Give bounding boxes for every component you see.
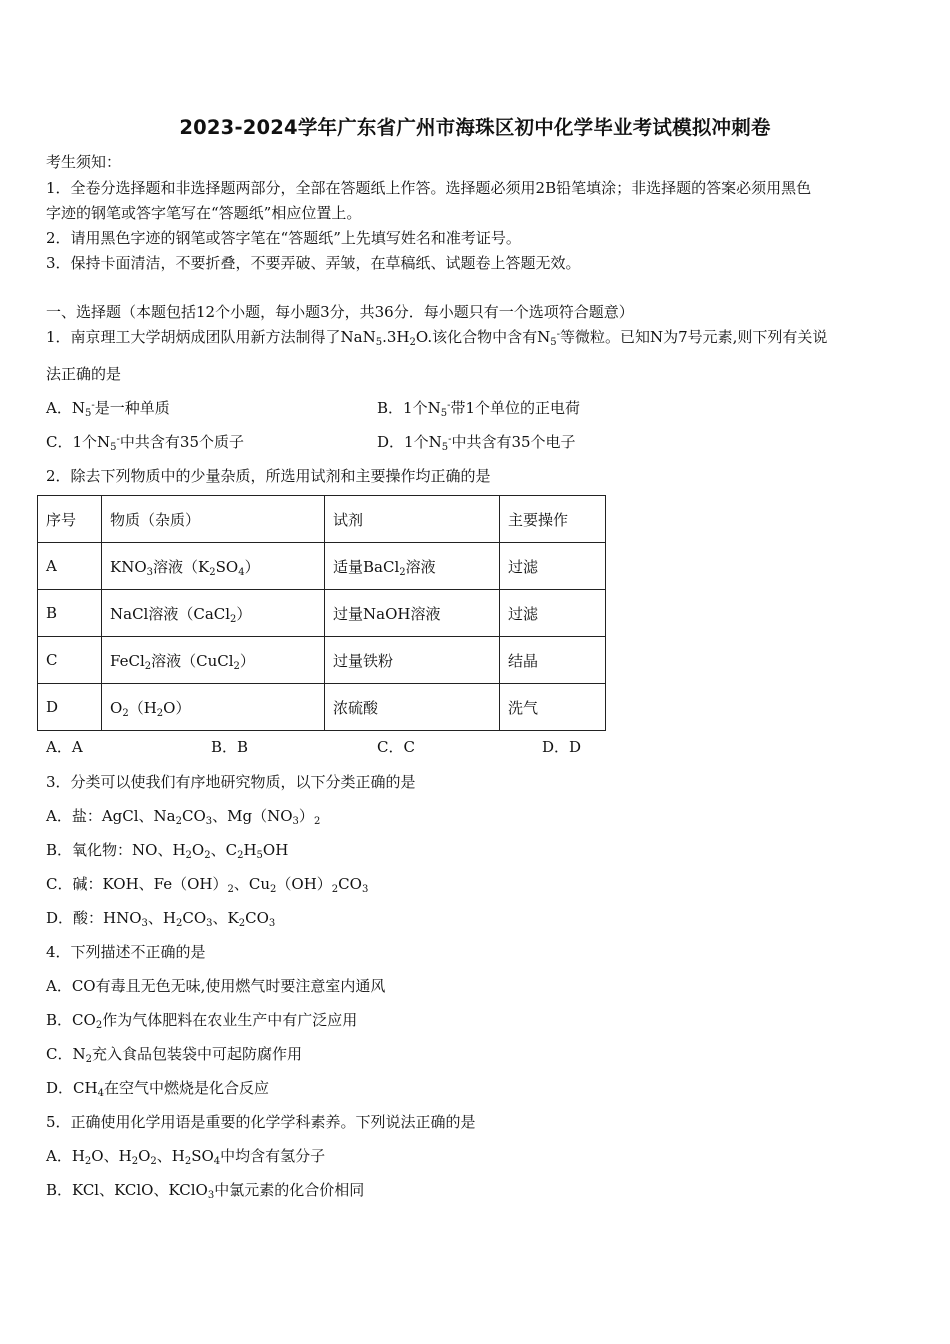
page-title: 2023-2024学年广东省广州市海珠区初中化学毕业考试模拟冲刺卷 (179, 116, 771, 139)
table-row (38, 543, 606, 590)
q2-option-d[interactable]: D．D (542, 738, 582, 756)
q1-option-b[interactable]: B．1个$N_5^-$带1个单位的正电荷 (377, 399, 581, 419)
q4-option-a[interactable]: A．CO有毒且无色无味,使用燃气时要注意室内通风 (46, 977, 386, 995)
notice-item-1: 1．全卷分选择题和非选择题两部分，全部在答题纸上作答。选择题必须用2B铅笔填涂；非选择题的答案必须用黑色 (46, 179, 812, 197)
row-id: D (38, 684, 102, 731)
notice-heading: 考生须知： (46, 153, 122, 171)
row-operation: 过滤 (500, 543, 606, 590)
section-heading: 一、选择题（本题包括12个小题，每小题3分，共36分．每小题只有一个选项符合题意） (46, 303, 634, 321)
q4-option-c[interactable]: C．$N_2$充入食品包装袋中可起防腐作用 (46, 1045, 302, 1065)
row-id: C (38, 637, 102, 684)
header-cell: 主要操作 (500, 496, 606, 543)
row-reagent: 过量NaOH溶液 (325, 590, 500, 637)
header-cell: 物质（杂质） (102, 496, 325, 543)
table-header-row (38, 496, 606, 543)
q1-option-a[interactable]: A．$N_5^-$是一种单质 (46, 399, 170, 419)
row-reagent: 过量铁粉 (325, 637, 500, 684)
table-row (38, 684, 606, 731)
notice-item-2: 2．请用黑色字迹的钢笔或答字笔在“答题纸”上先填写姓名和准考证号。 (46, 229, 521, 247)
q5-stem: 5．正确使用化学用语是重要的化学学科素养。下列说法正确的是 (46, 1113, 476, 1131)
row-operation: 结晶 (500, 637, 606, 684)
row-reagent: 适量BaCl$_2$溶液 (325, 543, 500, 590)
q3-option-d[interactable]: D．酸：$HNO_3$、$H_2CO_3$、$K_2CO_3$ (46, 909, 276, 929)
q2-option-a[interactable]: A．A (46, 738, 83, 756)
row-reagent: 浓硫酸 (325, 684, 500, 731)
header-cell: 试剂 (325, 496, 500, 543)
q5-option-a[interactable]: A．$H_2O$、$H_2O_2$、$H_2SO_4$中均含有氢分子 (46, 1147, 326, 1167)
notice-item-1-cont: 字迹的钢笔或答字笔写在“答题纸”相应位置上。 (46, 204, 362, 222)
q3-option-a[interactable]: A．盐：AgCl、$Na_2CO_3$、$Mg(NO_3)_2$ (46, 807, 321, 827)
q2-option-c[interactable]: C．C (377, 738, 415, 756)
q1-stem-cont: 法正确的是 (46, 365, 122, 383)
q4-stem: 4．下列描述不正确的是 (46, 943, 206, 961)
q4-option-d[interactable]: D．$CH_4$在空气中燃烧是化合反应 (46, 1079, 269, 1099)
row-id: A (38, 543, 102, 590)
row-substance: $KNO_3$溶液$(K_2SO_4)$ (102, 543, 325, 590)
row-id: B (38, 590, 102, 637)
q4-option-b[interactable]: B．$CO_2$作为气体肥料在农业生产中有广泛应用 (46, 1011, 358, 1031)
q3-stem: 3．分类可以使我们有序地研究物质，以下分类正确的是 (46, 773, 416, 791)
table-row (38, 590, 606, 637)
q2-table (37, 495, 606, 731)
q2-option-b[interactable]: B．B (211, 738, 249, 756)
q3-option-b[interactable]: B．氧化物：NO、$H_2O_2$、$C_2H_5OH$ (46, 841, 289, 861)
q1-option-d[interactable]: D．1个$N_5^-$中共含有35个电子 (377, 433, 576, 453)
row-operation: 洗气 (500, 684, 606, 731)
header-cell: 序号 (38, 496, 102, 543)
row-operation: 过滤 (500, 590, 606, 637)
q5-option-b[interactable]: B．KCl、KClO、KClO$_3$中氯元素的化合价相同 (46, 1181, 365, 1201)
row-substance: $O_2(H_2O)$ (102, 684, 325, 731)
q3-option-c[interactable]: C．碱：KOH、$Fe(OH)_2$、$Cu_2(OH)_2CO_3$ (46, 875, 369, 895)
row-substance: FeCl$_2$溶液（CuCl$_2$） (102, 637, 325, 684)
notice-item-3: 3．保持卡面清洁，不要折叠，不要弄破、弄皱，在草稿纸、试题卷上答题无效。 (46, 254, 581, 272)
q1-option-c[interactable]: C．1个$N_5^-$中共含有35个质子 (46, 433, 245, 453)
table-row (38, 637, 606, 684)
q2-stem: 2．除去下列物质中的少量杂质，所选用试剂和主要操作均正确的是 (46, 467, 491, 485)
row-substance: NaCl溶液（CaCl$_2$） (102, 590, 325, 637)
q1-stem: 1．南京理工大学胡炳成团队用新方法制得了$NaN_5.3H_2O$.该化合物中含有$N_5^-$等微粒。已知N为7号元素,则下列有关说 (46, 328, 828, 348)
